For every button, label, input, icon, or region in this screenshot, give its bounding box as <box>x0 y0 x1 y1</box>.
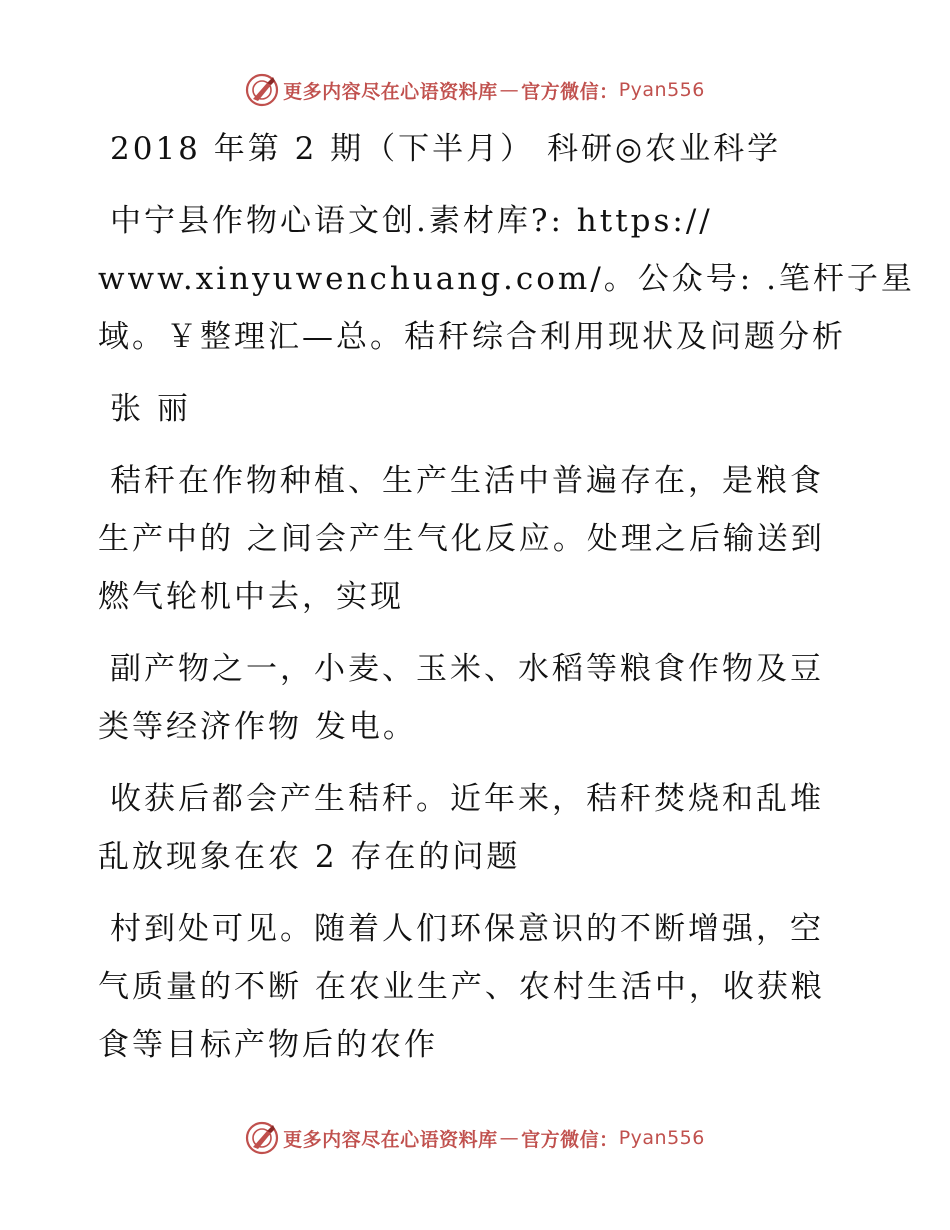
title-line: 中宁县作物心语文创.素材库?: https:// <box>110 203 713 239</box>
paragraph-line: 秸秆在作物种植、生产生活中普遍存在，是粮食 <box>110 463 824 499</box>
pen-logo-icon <box>245 73 279 107</box>
banner-wechat-id: Pyan556 <box>618 79 705 101</box>
paragraph <box>98 452 858 626</box>
paragraph-line: 气质量的不断 在农业生产、农村生活中，收获粮 <box>98 969 825 1005</box>
paragraph-line: 食等目标产物后的农作 <box>98 1027 438 1063</box>
banner-wechat-label: 官方微信： <box>521 1128 619 1151</box>
paragraph <box>98 770 858 886</box>
author-name: 张 丽 <box>110 391 191 427</box>
banner-wechat-id: Pyan556 <box>618 1127 705 1149</box>
article-title <box>98 192 915 366</box>
title-line: www.xinyuwenchuang.com/。公众号: .笔杆子星 <box>98 261 915 297</box>
journal-header-line: 2018 年第 2 期（下半月） 科研◎农业科学 <box>110 131 782 167</box>
paragraph <box>98 640 858 756</box>
pen-logo-icon <box>245 1121 279 1155</box>
paragraph-line: 生产中的 之间会产生气化反应。处理之后输送到 <box>98 521 825 557</box>
banner-dash: — <box>499 1127 520 1149</box>
paragraph-line: 类等经济作物 发电。 <box>98 709 417 745</box>
banner-main-text: 更多内容尽在心语资料库 <box>283 80 498 103</box>
bottom-watermark-banner <box>0 1118 950 1158</box>
paragraph-line: 收获后都会产生秸秆。近年来，秸秆焚烧和乱堆 <box>110 781 824 817</box>
banner-wechat-label: 官方微信： <box>521 80 619 103</box>
document-body <box>98 120 915 1074</box>
paragraph-line: 燃气轮机中去，实现 <box>98 579 404 615</box>
paragraph-line: 村到处可见。随着人们环保意识的不断增强，空 <box>110 911 824 947</box>
paragraph <box>98 900 858 1074</box>
title-line: 域。￥整理汇—总。秸秆综合利用现状及问题分析 <box>98 319 846 355</box>
top-watermark-banner <box>0 70 950 110</box>
banner-dash: — <box>499 79 520 101</box>
paragraph-line: 乱放现象在农 2 存在的问题 <box>98 839 521 875</box>
banner-main-text: 更多内容尽在心语资料库 <box>283 1128 498 1151</box>
paragraph-line: 副产物之一，小麦、玉米、水稻等粮食作物及豆 <box>110 651 824 687</box>
